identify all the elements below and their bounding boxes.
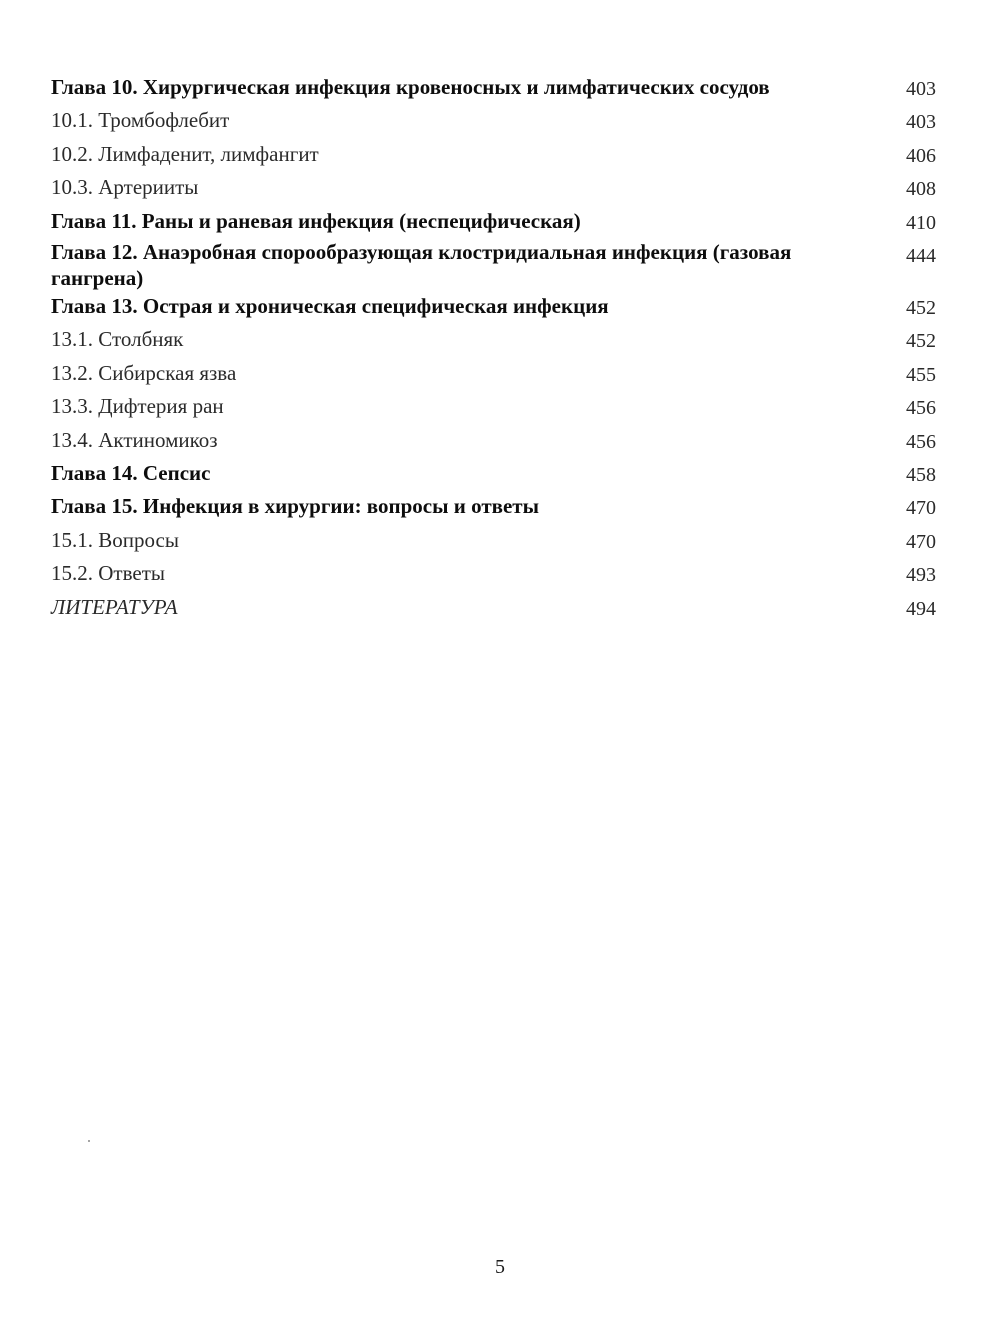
toc-entry-bibliography — [51, 592, 936, 625]
toc-entry-title: Глава 10. Хирургическая инфекция кровеносных и лимфатических сосудов — [51, 75, 770, 99]
toc-entry-page: 455 — [906, 363, 936, 386]
toc-entry-page: 452 — [906, 297, 936, 320]
toc-entry-page: 408 — [906, 178, 936, 201]
toc-entry-chapter-14 — [51, 458, 936, 491]
toc-entry-title: 13.2. Сибирская язва — [51, 360, 237, 385]
toc-entry-section-15-2 — [51, 558, 936, 591]
toc-entry-title: Глава 15. Инфекция в хирургии: вопросы и ответы — [51, 494, 540, 519]
toc-entry-title: Глава 13. Острая и хроническая специфическая инфекция — [51, 294, 609, 319]
toc-entry-section-13-4 — [51, 425, 936, 458]
table-of-contents — [51, 72, 936, 625]
toc-entry-title: Глава 14. Сепсис — [51, 461, 211, 486]
toc-entry-title: 13.4. Актиномикоз — [51, 427, 218, 452]
toc-entry-page: 456 — [906, 397, 936, 420]
toc-entry-page: 470 — [906, 530, 936, 553]
toc-entry-title: 10.2. Лимфаденит, лимфангит — [51, 141, 319, 166]
toc-entry-page: 456 — [906, 430, 936, 453]
toc-entry-title: 15.2. Ответы — [51, 561, 165, 586]
toc-entry-page: 470 — [906, 497, 936, 520]
toc-entry-chapter-15 — [51, 491, 936, 524]
toc-entry-chapter-10 — [51, 72, 936, 105]
toc-entry-page: 493 — [906, 564, 936, 587]
toc-entry-title: Глава 12. Анаэробная спорообразующая клостридиальная инфекция (газовая гангрена) — [51, 240, 792, 291]
toc-entry-page: 444 — [906, 245, 936, 268]
toc-entry-page: 403 — [906, 111, 936, 134]
toc-entry-section-10-3 — [51, 172, 936, 205]
toc-entry-section-13-1 — [51, 324, 936, 357]
toc-entry-title: 13.1. Столбняк — [51, 327, 184, 352]
toc-entry-page: 403 — [906, 78, 936, 100]
page-number: 5 — [495, 1256, 505, 1278]
toc-entry-title: 15.1. Вопросы — [51, 527, 179, 552]
toc-entry-section-10-2 — [51, 139, 936, 172]
toc-entry-title: 13.3. Дифтерия ран — [51, 394, 224, 419]
toc-entry-title: 10.1. Тромбофлебит — [51, 108, 230, 133]
toc-entry-title: 10.3. Артерииты — [51, 175, 199, 200]
toc-entry-section-13-2 — [51, 358, 936, 391]
toc-entry-page: 452 — [906, 330, 936, 353]
toc-entry-chapter-13 — [51, 291, 936, 324]
toc-entry-section-13-3 — [51, 391, 936, 424]
toc-entry-chapter-12 — [51, 239, 936, 291]
scan-speck — [88, 1140, 90, 1142]
toc-entry-page: 406 — [906, 144, 936, 167]
toc-entry-section-10-1 — [51, 105, 936, 138]
toc-entry-page: 410 — [906, 211, 936, 234]
toc-entry-title: ЛИТЕРАТУРА — [51, 594, 178, 619]
toc-entry-title: Глава 11. Раны и раневая инфекция (неспецифическая) — [51, 208, 581, 233]
toc-entry-page: 458 — [906, 464, 936, 487]
toc-entry-chapter-11 — [51, 206, 936, 239]
toc-entry-page: 494 — [906, 597, 936, 620]
toc-entry-section-15-1 — [51, 525, 936, 558]
